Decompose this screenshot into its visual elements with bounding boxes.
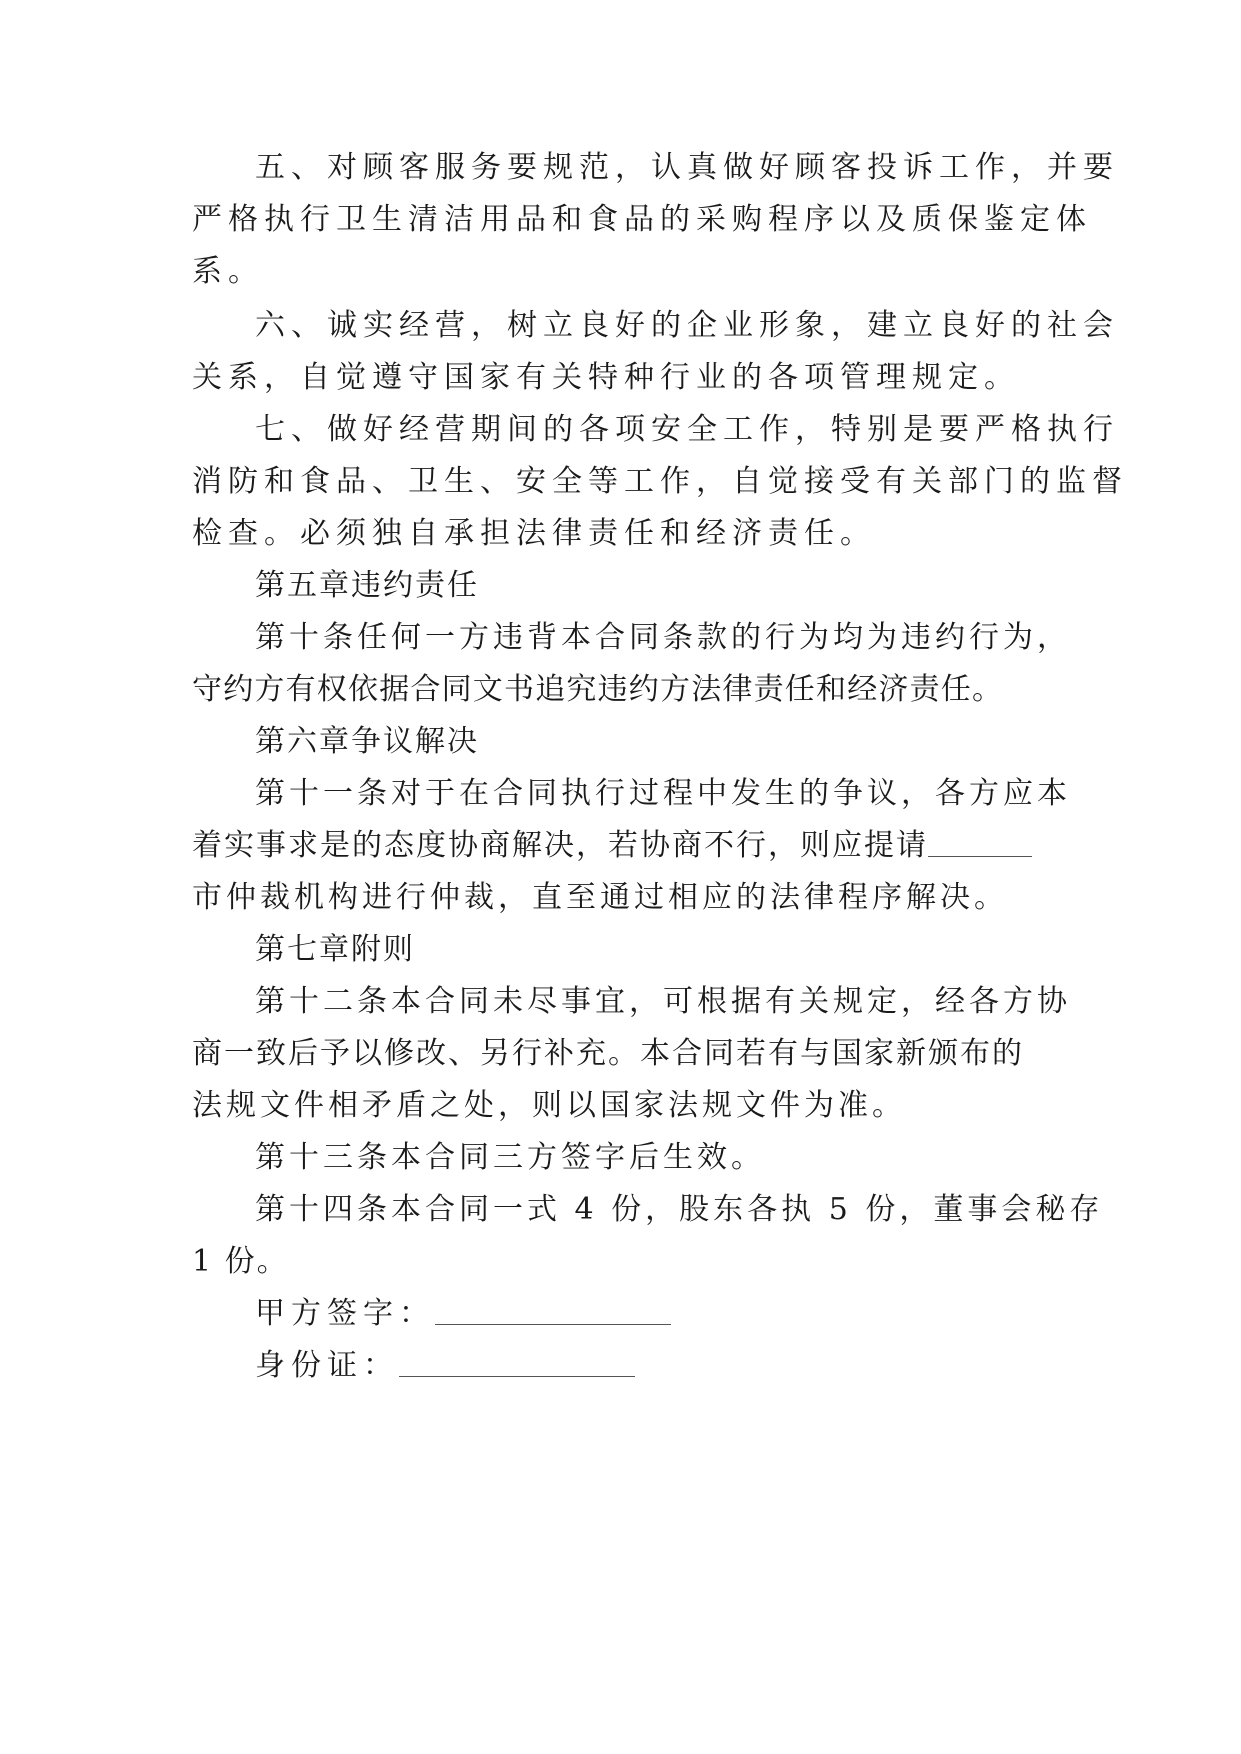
chapter-heading: 第五章违约责任 [255, 568, 479, 603]
paragraph-line: 市仲裁机构进行仲裁，直至通过相应的法律程序解决。 [192, 880, 1008, 915]
paragraph-line: 五、对顾客服务要规范，认真做好顾客投诉工作，并要 [255, 150, 1119, 185]
paragraph-line: 严格执行卫生清洁用品和食品的采购程序以及质保鉴定体 [192, 202, 1092, 237]
paragraph-line: 检查。必须独自承担法律责任和经济责任。 [192, 516, 876, 551]
id-number-line [255, 1346, 1135, 1386]
paragraph-line: 关系，自觉遵守国家有关特种行业的各项管理规定。 [192, 360, 1020, 395]
chapter-heading: 第六章争议解决 [255, 724, 479, 759]
paragraph-line: 第十三条本合同三方签字后生效。 [255, 1140, 765, 1175]
paragraph-line: 1 份。 [192, 1244, 289, 1279]
fill-in-blank [928, 828, 1032, 857]
chapter-heading: 第七章附则 [255, 932, 415, 967]
paragraph-line: 守约方有权依据合同文书追究违约方法律责任和经济责任。 [192, 672, 1004, 707]
paragraph-line: 第十一条对于在合同执行过程中发生的争议，各方应本 [255, 776, 1071, 811]
paragraph-line: 第十条任何一方违背本合同条款的行为均为违约行为， [255, 620, 1071, 655]
paragraph-line: 第十二条本合同未尽事宜，可根据有关规定，经各方协 [255, 984, 1071, 1019]
id-number-label: 身份证： [255, 1348, 399, 1383]
paragraph-text: 着实事求是的态度协商解决，若协商不行，则应提请 [192, 828, 928, 863]
signature-line [255, 1294, 1135, 1334]
id-number-blank [399, 1348, 635, 1377]
paragraph-line [192, 826, 1072, 866]
paragraph-line: 七、做好经营期间的各项安全工作，特别是要严格执行 [255, 412, 1119, 447]
paragraph-line: 第十四条本合同一式 4 份，股东各执 5 份，董事会秘存 [255, 1192, 1104, 1227]
paragraph-line: 系。 [192, 254, 264, 289]
party-a-signature-blank [435, 1296, 671, 1325]
paragraph-line: 商一致后予以修改、另行补充。本合同若有与国家新颁布的 [192, 1036, 1024, 1071]
paragraph-line: 消防和食品、卫生、安全等工作，自觉接受有关部门的监督 [192, 464, 1128, 499]
party-a-signature-label: 甲方签字： [255, 1296, 435, 1331]
paragraph-line: 六、诚实经营，树立良好的企业形象，建立良好的社会 [255, 308, 1119, 343]
paragraph-line: 法规文件相矛盾之处，则以国家法规文件为准。 [192, 1088, 906, 1123]
